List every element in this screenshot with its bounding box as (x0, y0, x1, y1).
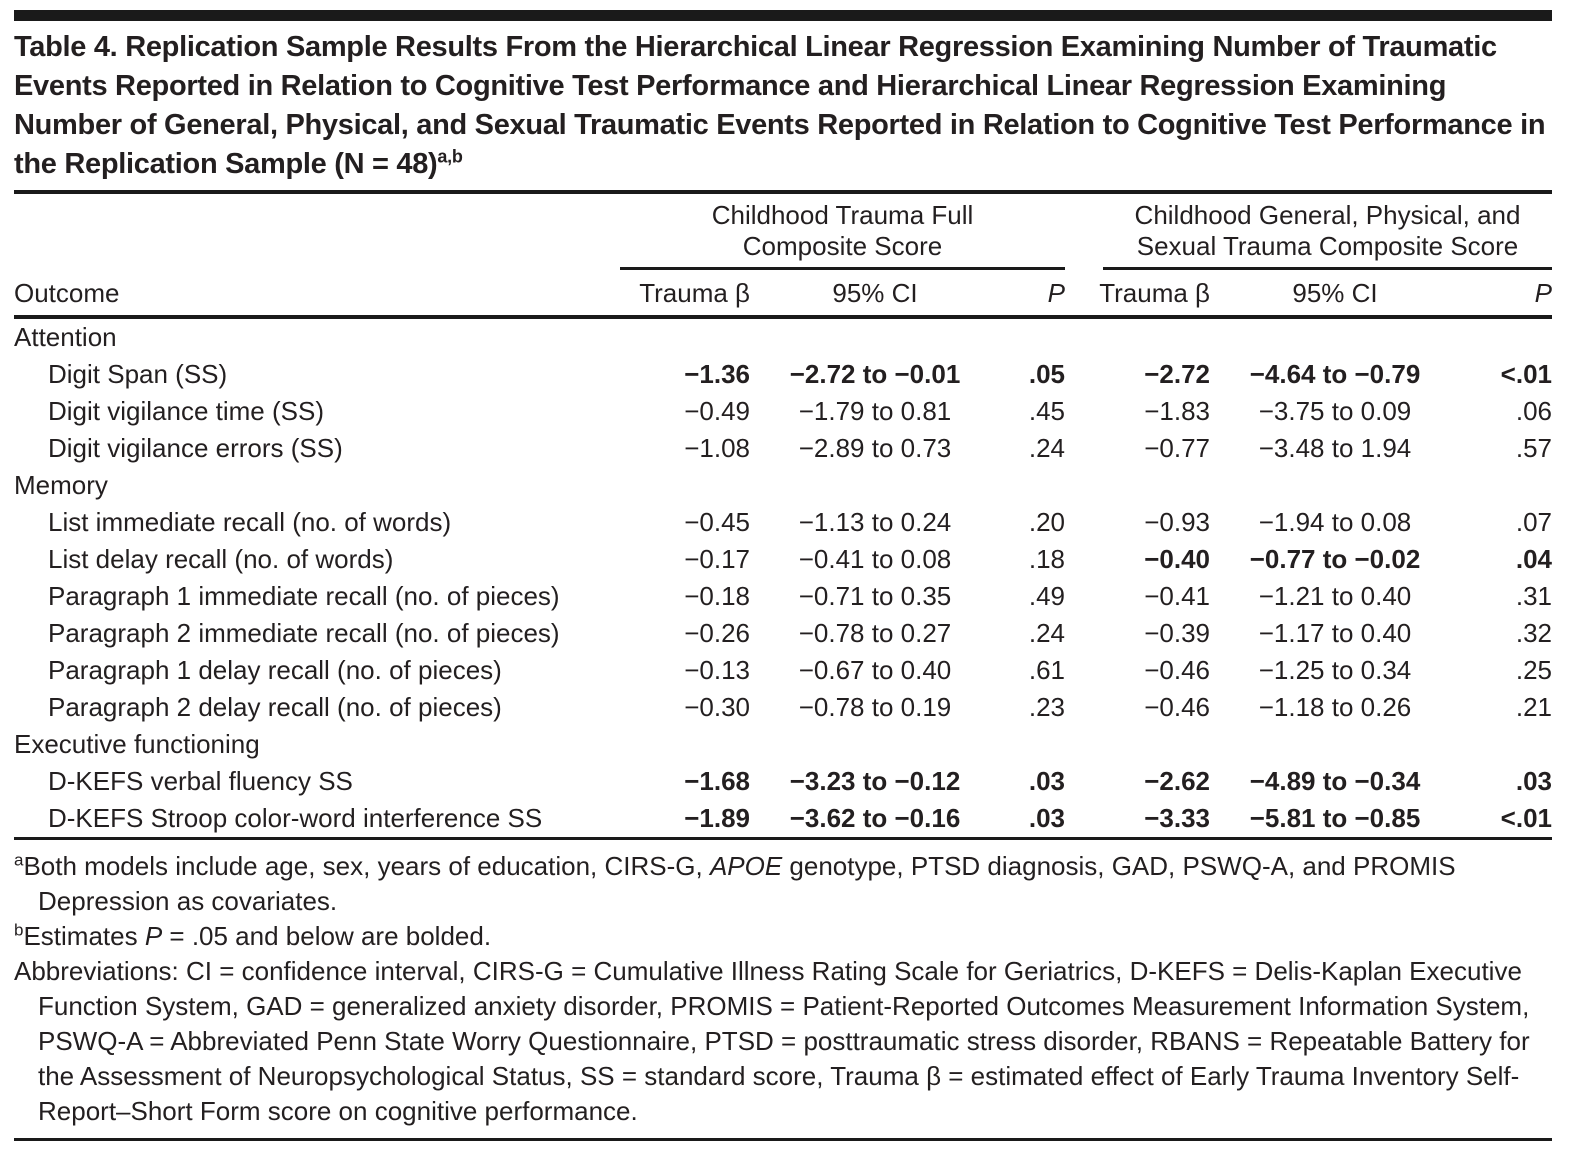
ci-1-cell: −1.13 to 0.24 (798, 507, 952, 537)
footnotes (14, 849, 1552, 1129)
rule-below-body (14, 837, 1552, 840)
header-spanner-row (14, 200, 1552, 270)
section-label: Memory (14, 470, 108, 500)
ci-1-cell: −2.72 to −0.01 (789, 359, 961, 389)
ci-2-cell: −1.25 to 0.34 (1258, 655, 1412, 685)
p-1-cell: .03 (1028, 803, 1065, 833)
footnote-a-italic-term: APOE (709, 851, 783, 881)
ci-2-cell: −3.75 to 0.09 (1258, 396, 1412, 426)
trauma-beta-1-cell: −1.36 (684, 359, 750, 389)
trauma-beta-2-cell: −0.40 (1144, 544, 1210, 574)
trauma-beta-2-cell: −0.77 (1144, 433, 1210, 463)
trauma-beta-1-cell: −0.18 (684, 581, 750, 611)
outcome-label: D-KEFS verbal fluency SS (48, 766, 353, 796)
trauma-beta-1-cell: −1.68 (684, 766, 750, 796)
ci-2-cell: −1.94 to 0.08 (1258, 507, 1412, 537)
ci-2-cell: −1.17 to 0.40 (1258, 618, 1412, 648)
spanner-group2-line2: Sexual Trauma Composite Score (1136, 231, 1519, 261)
section-row-executive-functioning (14, 726, 1552, 763)
ci-1-cell: −1.79 to 0.81 (798, 396, 952, 426)
spanner-group1-line2: Composite Score (742, 231, 943, 261)
footnote-b (14, 919, 1552, 954)
ci-1-cell: −0.78 to 0.27 (798, 618, 952, 648)
trauma-beta-2-cell: −0.93 (1144, 507, 1210, 537)
trauma-beta-1-cell: −0.30 (684, 692, 750, 722)
ci-2-cell: −3.48 to 1.94 (1258, 433, 1412, 463)
p-2-cell: <.01 (1500, 803, 1552, 833)
trauma-beta-2-cell: −1.83 (1144, 396, 1210, 426)
p-1-cell: .45 (1028, 396, 1065, 426)
footnote-a-text: Both models include age, sex, years of education, CIRS-G, (23, 851, 710, 881)
table-row (14, 356, 1552, 393)
table-row (14, 800, 1552, 837)
p-1-cell: .05 (1028, 359, 1065, 389)
ci-1-cell: −3.62 to −0.16 (789, 803, 961, 833)
column-header-p-1: P (1047, 278, 1065, 308)
footnote-a (14, 849, 1552, 919)
spanner-group1-line1: Childhood Trauma Full (711, 200, 974, 230)
trauma-beta-1-cell: −0.26 (684, 618, 750, 648)
footnote-b-italic-term: P (144, 921, 163, 951)
p-1-cell: .24 (1028, 618, 1065, 648)
footnote-a-marker: a (14, 850, 24, 870)
section-label: Attention (14, 322, 117, 352)
footnote-abbreviations: Abbreviations: CI = confidence interval, CIRS-G = Cumulative Illness Rating Scale for Geriatrics, D-KEFS = Delis-Kaplan Executive Function System, GAD = generalized anxiety disorder, PROMIS = Patient-Reported Outcomes Measurement Information System, PSWQ-A = Abbreviated Penn State Worry Questionnaire, PTSD = posttraumatic stress disorder, RBANS = Repeatable Battery for the Assessment of Neuropsychological Status, SS = standard score, Trauma β = estimated effect of Early Trauma Inventory Self-Report–Short Form score on cognitive performance. (14, 956, 1530, 1126)
table-body (14, 319, 1552, 837)
p-2-cell: <.01 (1500, 359, 1552, 389)
ci-2-cell: −4.89 to −0.34 (1249, 766, 1421, 796)
table-row (14, 504, 1552, 541)
ci-2-cell: −0.77 to −0.02 (1249, 544, 1421, 574)
column-header-ci-2: 95% CI (1292, 278, 1378, 308)
footnote-b-marker: b (14, 920, 24, 940)
ci-1-cell: −0.78 to 0.19 (798, 692, 952, 722)
p-1-cell: .24 (1028, 433, 1065, 463)
trauma-beta-1-cell: −0.13 (684, 655, 750, 685)
outcome-label: Digit vigilance time (SS) (48, 396, 324, 426)
table-row (14, 541, 1552, 578)
footnote-a-text: genotype, PTSD diagnosis, GAD, PSWQ-A, and PROMIS Depression as covariates. (38, 851, 1456, 916)
outcome-label: Digit vigilance errors (SS) (48, 433, 343, 463)
p-2-cell: .21 (1515, 692, 1552, 722)
table-row (14, 615, 1552, 652)
column-header-row (14, 270, 1552, 315)
trauma-beta-2-cell: −0.46 (1144, 692, 1210, 722)
spanner-group2 (1103, 200, 1552, 270)
ci-2-cell: −5.81 to −0.85 (1249, 803, 1421, 833)
ci-1-cell: −3.23 to −0.12 (789, 766, 961, 796)
trauma-beta-2-cell: −0.46 (1144, 655, 1210, 685)
ci-2-cell: −4.64 to −0.79 (1249, 359, 1421, 389)
p-1-cell: .20 (1028, 507, 1065, 537)
outcome-label: Paragraph 1 immediate recall (no. of pieces) (48, 581, 560, 611)
outcome-label: D-KEFS Stroop color-word interference SS (48, 803, 543, 833)
p-2-cell: .07 (1515, 507, 1552, 537)
top-rule-thick (14, 10, 1552, 21)
section-label: Executive functioning (14, 729, 260, 759)
trauma-beta-2-cell: −0.39 (1144, 618, 1210, 648)
ci-1-cell: −0.67 to 0.40 (798, 655, 952, 685)
p-1-cell: .23 (1028, 692, 1065, 722)
ci-1-cell: −0.41 to 0.08 (798, 544, 952, 574)
outcome-label: List delay recall (no. of words) (48, 544, 394, 574)
column-header-ci-1: 95% CI (832, 278, 918, 308)
column-header-trauma-beta-2: Trauma β (1099, 278, 1210, 308)
table-title-footnote-marks: a,b (437, 146, 463, 167)
p-2-cell: .57 (1515, 433, 1552, 463)
p-1-cell: .03 (1028, 766, 1065, 796)
p-1-cell: .18 (1028, 544, 1065, 574)
ci-1-cell: −0.71 to 0.35 (798, 581, 952, 611)
p-1-cell: .49 (1028, 581, 1065, 611)
table-row (14, 652, 1552, 689)
table-title (14, 28, 1552, 184)
outcome-label: Paragraph 2 immediate recall (no. of pieces) (48, 618, 560, 648)
p-2-cell: .06 (1515, 396, 1552, 426)
p-2-cell: .31 (1515, 581, 1552, 611)
outcome-label: List immediate recall (no. of words) (48, 507, 452, 537)
section-row-attention (14, 319, 1552, 356)
outcome-label: Digit Span (SS) (48, 359, 228, 389)
p-2-cell: .04 (1515, 544, 1552, 574)
trauma-beta-1-cell: −0.49 (684, 396, 750, 426)
table-title-text: Table 4. Replication Sample Results From the Hierarchical Linear Regression Examining Number of Traumatic Events Reported in Relation to Cognitive Test Performance and Hierarchical Linear Regression Examining Number of General, Physical, and Sexual Traumatic Events Reported in Relation to Cognitive Test Performance in the Replication Sample (N = 48) (14, 31, 1546, 180)
column-header-trauma-beta-1: Trauma β (639, 278, 750, 308)
table-row (14, 578, 1552, 615)
p-2-cell: .25 (1515, 655, 1552, 685)
spanner-group1 (620, 200, 1065, 270)
trauma-beta-2-cell: −3.33 (1144, 803, 1210, 833)
ci-2-cell: −1.21 to 0.40 (1258, 581, 1412, 611)
column-header-outcome: Outcome (14, 278, 120, 308)
footnote-b-text: Estimates (23, 921, 145, 951)
table-row (14, 430, 1552, 467)
column-header-p-2: P (1534, 278, 1552, 308)
outcome-label: Paragraph 2 delay recall (no. of pieces) (48, 692, 502, 722)
trauma-beta-1-cell: −0.45 (684, 507, 750, 537)
ci-2-cell: −1.18 to 0.26 (1258, 692, 1412, 722)
p-2-cell: .03 (1515, 766, 1552, 796)
footnote-b-text: = .05 and below are bolded. (162, 921, 492, 951)
rule-below-title (14, 190, 1552, 194)
outcome-label: Paragraph 1 delay recall (no. of pieces) (48, 655, 502, 685)
trauma-beta-2-cell: −2.72 (1144, 359, 1210, 389)
trauma-beta-1-cell: −0.17 (684, 544, 750, 574)
trauma-beta-2-cell: −0.41 (1144, 581, 1210, 611)
spanner-group2-line1: Childhood General, Physical, and (1134, 200, 1521, 230)
ci-1-cell: −2.89 to 0.73 (798, 433, 952, 463)
trauma-beta-1-cell: −1.08 (684, 433, 750, 463)
table-row (14, 393, 1552, 430)
paper-table-page (0, 10, 1572, 1141)
table-row (14, 689, 1552, 726)
table-row (14, 763, 1552, 800)
bottom-rule (14, 1138, 1552, 1141)
p-2-cell: .32 (1515, 618, 1552, 648)
p-1-cell: .61 (1028, 655, 1065, 685)
trauma-beta-2-cell: −2.62 (1144, 766, 1210, 796)
section-row-memory (14, 467, 1552, 504)
trauma-beta-1-cell: −1.89 (684, 803, 750, 833)
